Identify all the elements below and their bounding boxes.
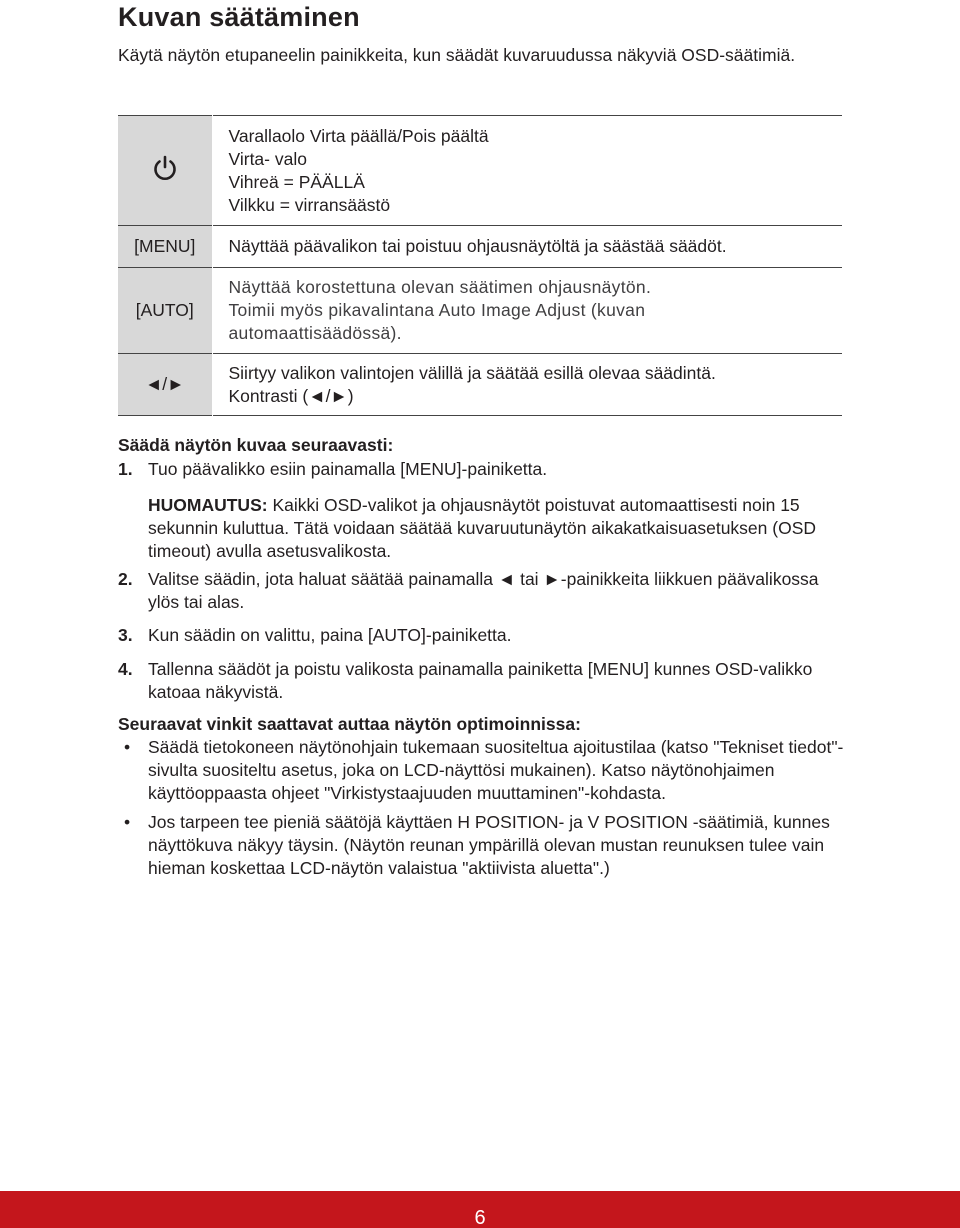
control-row-power <box>118 116 842 226</box>
control-key-arrows <box>118 354 212 416</box>
desc-line: Näyttää päävalikon tai poistuu ohjausnäytöltä ja säästää säädöt. <box>228 236 727 256</box>
control-row-arrows <box>118 354 842 416</box>
tip-item <box>118 811 858 880</box>
page-title: Kuvan säätäminen <box>118 2 360 32</box>
control-row-menu <box>118 226 842 268</box>
bullet: • <box>124 737 131 757</box>
step-text: Tuo päävalikko esiin painamalla [MENU]-painiketta. <box>148 459 548 479</box>
step-3 <box>118 624 848 647</box>
desc-line: Vilkku = virransäästö <box>228 194 391 215</box>
tip-item <box>118 736 858 805</box>
control-key-auto <box>118 268 212 354</box>
page-number: 6 <box>474 1207 486 1228</box>
auto-key-label: [AUTO] <box>135 300 194 320</box>
adjust-heading: Säädä näytön kuvaa seuraavasti: <box>118 435 394 455</box>
note-label: HUOMAUTUS: <box>148 495 268 515</box>
desc-line: Kontrasti (◄/►) <box>228 385 354 406</box>
tip-text: Jos tarpeen tee pieniä säätöjä käyttäen H POSITION- ja V POSITION -säätimiä, kunnes näyttökuva näkyy täysin. (Näytön reunan ympärillä olevan mustan reunuksen tulee vain hieman koskettaa LCD-näytön valaistua "aktiivista aluetta".) <box>148 812 830 878</box>
step-number: 3. <box>118 625 133 645</box>
step-text: Kun säädin on valittu, paina [AUTO]-painiketta. <box>148 625 512 645</box>
control-row-auto <box>118 268 842 354</box>
note-text: Kaikki OSD-valikot ja ohjausnäytöt poistuvat automaattisesti noin 15 sekunnin kuluttua. Tätä voidaan säätää kuvaruutunäytön aikakatkaisuasetuksen (OSD timeout) avulla asetusvalikosta. <box>148 495 817 561</box>
control-desc-auto <box>212 268 842 354</box>
tips-heading: Seuraavat vinkit saattavat auttaa näytön optimoinnissa: <box>118 714 581 734</box>
control-key-menu <box>118 226 212 268</box>
desc-line: automaattisäädössä). <box>228 323 402 343</box>
step-number: 4. <box>118 659 133 679</box>
step-number: 1. <box>118 459 133 479</box>
intro-text: Käytä näytön etupaneelin painikkeita, kun säädät kuvaruudussa näkyviä OSD-säätimiä. <box>118 45 796 65</box>
power-icon <box>151 166 179 186</box>
control-desc-power <box>212 116 842 226</box>
step-text: Tallenna säädöt ja poistu valikosta painamalla painiketta [MENU] kunnes OSD-valikko katoaa näkyvistä. <box>148 659 813 702</box>
desc-line: Näyttää korostettuna olevan säätimen ohjausnäytön. <box>228 277 652 297</box>
control-desc-menu <box>212 226 842 268</box>
controls-table <box>118 115 842 416</box>
tips-list <box>118 736 858 880</box>
control-key-power <box>118 116 212 226</box>
control-desc-arrows <box>212 354 842 416</box>
step-2 <box>118 568 848 614</box>
desc-line: Siirtyy valikon valintojen välillä ja säätää esillä olevaa säädintä. <box>228 362 716 383</box>
step-1 <box>118 458 848 481</box>
bullet: • <box>124 812 131 832</box>
desc-line: Toimii myös pikavalintana Auto Image Adjust (kuvan <box>228 300 646 320</box>
desc-line: Virta- valo <box>228 148 307 169</box>
menu-key-label: [MENU] <box>134 236 196 256</box>
step-text: Valitse säädin, jota haluat säätää painamalla ◄ tai ►-painikkeita liikkuen päävalikossa ylös tai alas. <box>148 569 819 612</box>
step-4 <box>118 658 848 704</box>
arrow-keys-label: ◄/► <box>144 374 185 394</box>
desc-line: Vihreä = PÄÄLLÄ <box>228 171 365 192</box>
tip-text: Säädä tietokoneen näytönohjain tukemaan suositeltua ajoitustilaa (katso "Tekniset tiedot"-sivulta suositeltu asetus, joka on LCD-näyttösi mukainen). Katso näytönohjaimen käyttöoppaasta ohjeet "Virkistystaajuuden muuttaminen"-kohdasta. <box>148 737 844 803</box>
note <box>148 494 828 563</box>
desc-line: Varallaolo Virta päällä/Pois päältä <box>228 125 489 146</box>
step-number: 2. <box>118 569 133 589</box>
